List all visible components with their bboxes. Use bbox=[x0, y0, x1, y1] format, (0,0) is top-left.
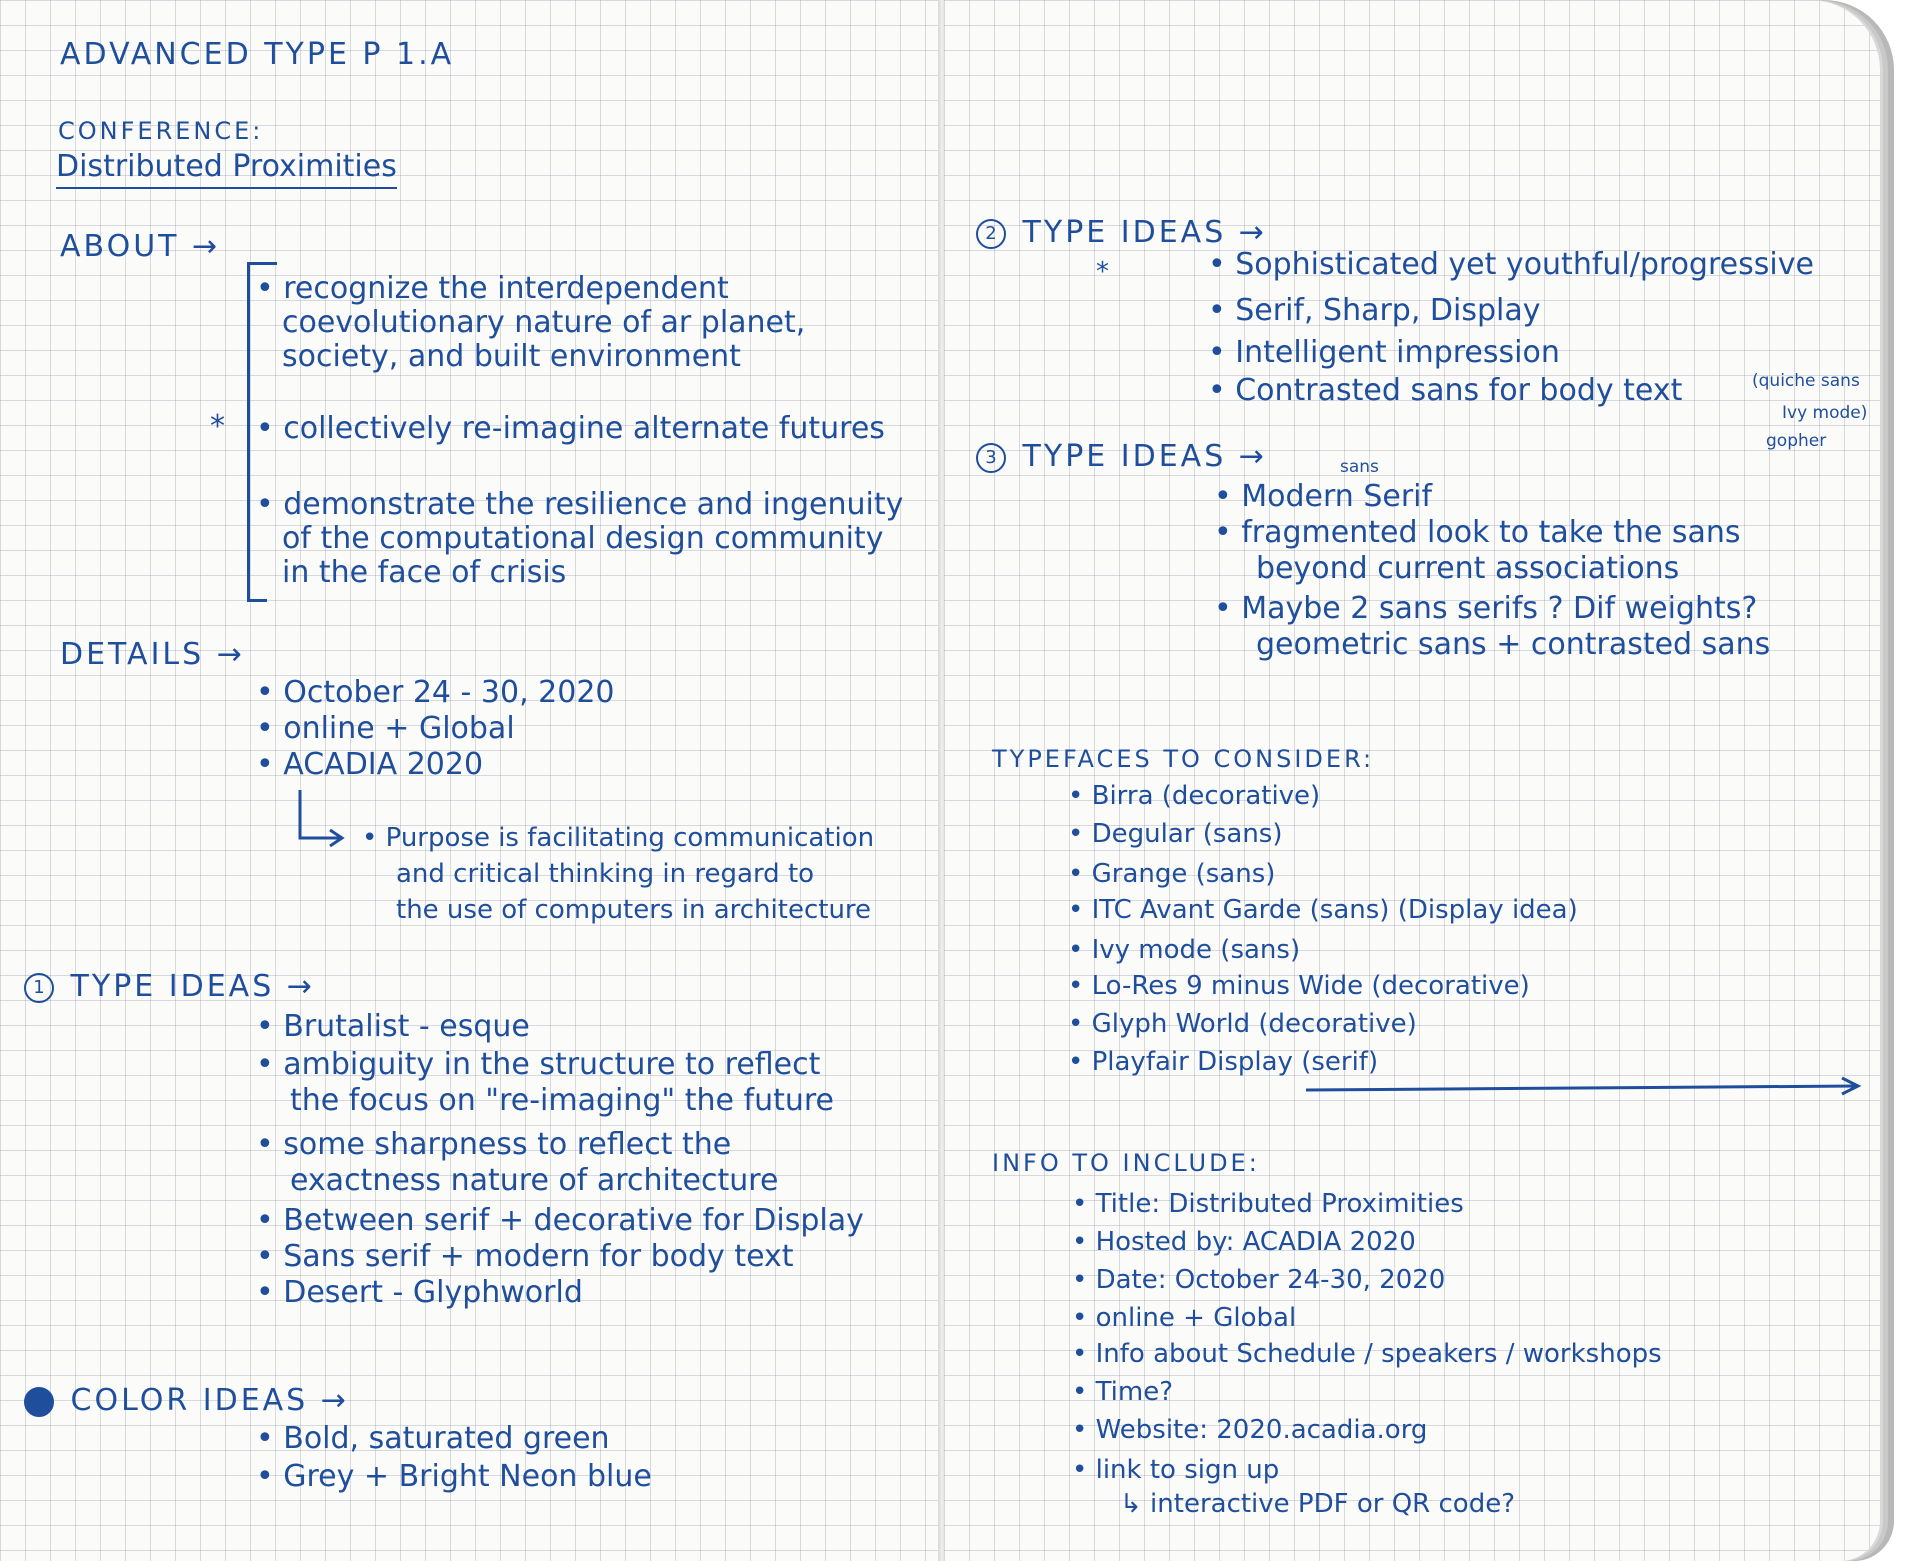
number-3-circle: 3 bbox=[976, 443, 1006, 473]
type-ideas-3-title: TYPE IDEAS → bbox=[1022, 439, 1267, 474]
typeface-1: • Birra (decorative) bbox=[1068, 781, 1321, 811]
color-ideas-item-1: • Bold, saturated green bbox=[256, 1421, 610, 1456]
typeface-3: • Grange (sans) bbox=[1068, 859, 1276, 889]
typeface-6: • Lo-Res 9 minus Wide (decorative) bbox=[1068, 971, 1530, 1001]
info-item-6: • Time? bbox=[1072, 1377, 1174, 1407]
type-ideas-2-note-line-1: (quiche sans bbox=[1752, 371, 1860, 391]
about-item-1-line-2: coevolutionary nature of ar planet, bbox=[282, 305, 806, 340]
details-host: • ACADIA 2020 bbox=[256, 747, 484, 782]
info-heading: INFO TO INCLUDE: bbox=[992, 1149, 1260, 1177]
type-ideas-2-note-line-3: gopher bbox=[1766, 431, 1827, 451]
about-item-3-line-3: in the face of crisis bbox=[282, 555, 567, 590]
details-heading: DETAILS → bbox=[60, 637, 245, 672]
type-ideas-2-item-1: • Sophisticated yet youthful/progressive bbox=[1208, 247, 1814, 282]
page-title: ADVANCED TYPE P 1.A bbox=[60, 37, 455, 72]
info-item-2: • Hosted by: ACADIA 2020 bbox=[1072, 1227, 1416, 1257]
type-ideas-1-title: TYPE IDEAS → bbox=[70, 969, 315, 1004]
type-ideas-3-item-3-line-1: • Maybe 2 sans serifs ? Dif weights? bbox=[1214, 591, 1758, 626]
type-ideas-3-item-2-line-1: • fragmented look to take the sans bbox=[1214, 515, 1741, 550]
typeface-4: • ITC Avant Garde (sans) (Display idea) bbox=[1068, 895, 1578, 925]
type-ideas-2-item-3: • Intelligent impression bbox=[1208, 335, 1560, 370]
type-ideas-1-item-3-line-1: • some sharpness to reflect the bbox=[256, 1127, 732, 1162]
info-item-1: • Title: Distributed Proximities bbox=[1072, 1189, 1464, 1219]
about-item-3-line-2: of the computational design community bbox=[282, 521, 884, 556]
type-ideas-2-item-4: • Contrasted sans for body text bbox=[1208, 373, 1683, 408]
info-item-4: • online + Global bbox=[1072, 1303, 1297, 1333]
type-ideas-2-item-2: • Serif, Sharp, Display bbox=[1208, 293, 1541, 328]
details-date: • October 24 - 30, 2020 bbox=[256, 675, 615, 710]
details-subnote-line-2: and critical thinking in regard to bbox=[396, 859, 815, 889]
typeface-2: • Degular (sans) bbox=[1068, 819, 1283, 849]
number-1-circle: 1 bbox=[24, 973, 54, 1003]
typeface-8: • Playfair Display (serif) bbox=[1068, 1047, 1379, 1077]
info-item-3: • Date: October 24-30, 2020 bbox=[1072, 1265, 1446, 1295]
type-ideas-3-item-3-line-2: geometric sans + contrasted sans bbox=[1256, 627, 1771, 662]
type-ideas-3-item-2-line-2: beyond current associations bbox=[1256, 551, 1680, 586]
typefaces-heading: TYPEFACES TO CONSIDER: bbox=[992, 745, 1375, 773]
conference-name: Distributed Proximities bbox=[56, 150, 397, 189]
typeface-5: • Ivy mode (sans) bbox=[1068, 935, 1301, 965]
type-ideas-1-item-5: • Sans serif + modern for body text bbox=[256, 1239, 794, 1274]
about-item-3-line-1: • demonstrate the resilience and ingenuity bbox=[256, 487, 904, 522]
info-subnote: ↳ interactive PDF or QR code? bbox=[1120, 1489, 1516, 1519]
conference-label: CONFERENCE: bbox=[58, 117, 264, 145]
details-location: • online + Global bbox=[256, 711, 515, 746]
details-subnote-line-3: the use of computers in architecture bbox=[396, 895, 872, 925]
type-ideas-3-item-1: • Modern Serif bbox=[1214, 479, 1433, 514]
info-item-7: • Website: 2020.acadia.org bbox=[1072, 1415, 1428, 1445]
about-item-2: • collectively re-imagine alternate futures bbox=[256, 411, 885, 446]
type-ideas-3-insert: sans bbox=[1340, 457, 1379, 477]
about-item-1-line-1: • recognize the interdependent bbox=[256, 271, 729, 306]
type-ideas-1-item-2-line-1: • ambiguity in the structure to reflect bbox=[256, 1047, 821, 1082]
type-ideas-1-item-4: • Between serif + decorative for Display bbox=[256, 1203, 864, 1238]
color-ideas-item-2: • Grey + Bright Neon blue bbox=[256, 1459, 652, 1494]
type-ideas-2-title: TYPE IDEAS → bbox=[1022, 215, 1267, 250]
info-item-5: • Info about Schedule / speakers / workshops bbox=[1072, 1339, 1662, 1369]
type-ideas-1-item-2-line-2: the focus on "re-imaging" the future bbox=[290, 1083, 834, 1118]
type-ideas-2-note-line-2: Ivy mode) bbox=[1782, 403, 1868, 423]
type-ideas-1-item-1: • Brutalist - esque bbox=[256, 1009, 530, 1044]
type-ideas-2-star: * bbox=[1096, 257, 1109, 287]
about-star: * bbox=[210, 409, 225, 444]
type-ideas-1-item-6: • Desert - Glyphworld bbox=[256, 1275, 583, 1310]
typeface-7: • Glyph World (decorative) bbox=[1068, 1009, 1417, 1039]
type-ideas-1-item-3-line-2: exactness nature of architecture bbox=[290, 1163, 779, 1198]
number-2-circle: 2 bbox=[976, 219, 1006, 249]
info-item-8: • link to sign up bbox=[1072, 1455, 1280, 1485]
about-item-1-line-3: society, and built environment bbox=[282, 339, 741, 374]
details-subnote-line-1: • Purpose is facilitating communication bbox=[362, 823, 875, 853]
color-ideas-title: COLOR IDEAS → bbox=[70, 1383, 349, 1418]
about-heading: ABOUT → bbox=[60, 229, 221, 264]
